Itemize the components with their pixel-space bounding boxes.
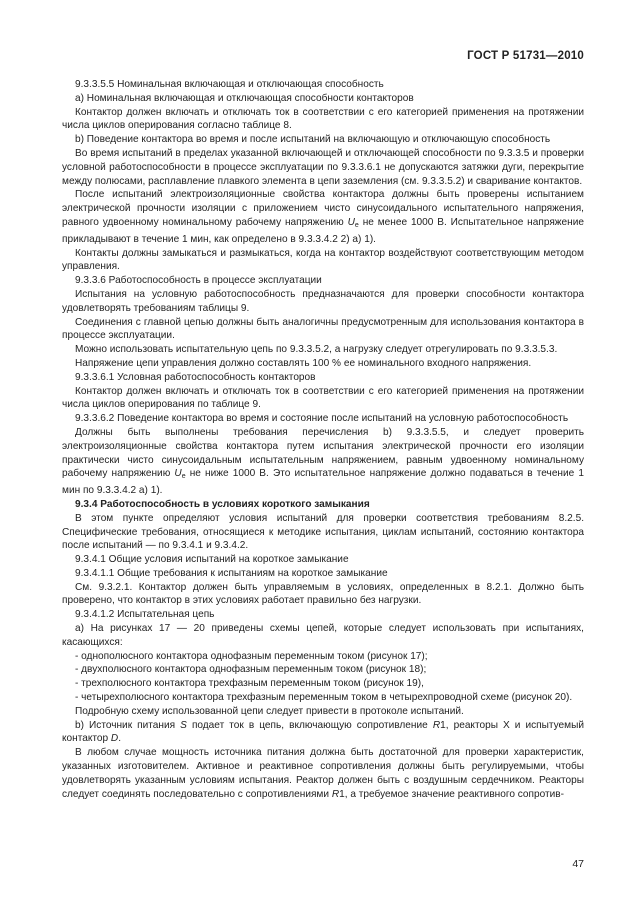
list-item: - трехполюсного контактора трехфазным переменным током (рисунок 19), <box>75 678 424 690</box>
paragraph: Испытания на условную работоспособность предназначаются для проверки способности контактора удовлетворять требованиям таблицы 9. <box>62 288 584 314</box>
standard-code: ГОСТ Р 51731—2010 <box>467 50 584 62</box>
resistance-index: 1 <box>339 788 345 800</box>
paragraph: Подробную схему использованной цепи следует привести в протоколе испытаний. <box>75 705 464 717</box>
resistance-index: 1 <box>440 719 446 731</box>
text-run: В любом случае мощность источника питания должна быть достаточной для проверки характеристик, указанных изготовителем. Активное и реактивное сопротивления должны быть регулируемыми, чтобы удовлетворять указанным условиям испытания. Реактор должен быть с воздушным сердечником. Реакторы следует соединять последовательно с сопротивлениями <box>62 747 584 800</box>
paragraph: а) Номинальная включающая и отключающая способности контакторов <box>75 92 414 104</box>
voltage-subscript: e <box>354 221 359 229</box>
paragraph: Можно использовать испытательную цепь по 9.3.3.5.2, а нагрузку следует отрегулировать по 9.3.3.5.3. <box>75 344 558 356</box>
page-number: 47 <box>572 858 584 870</box>
paragraph <box>62 426 584 498</box>
text-run: не ниже 1000 В. Это испытательное напряжение должно подаваться в течение 1 мин по 9.3.3.4.2 а) 1). <box>62 468 584 497</box>
paragraph: Во время испытаний в пределах указанной включающей и отключающей способности по 9.3.3.5 и проверки условной работоспособности в процессе эксплуатации по 9.3.3.6.1 не допускаются затяжки дуги, перекрытие между полюсами, расплавление плавкого элемента в цепи заземления (см. 9.3.3.5.2) и сваривание контактов. <box>62 147 584 187</box>
voltage-subscript: e <box>181 473 186 481</box>
paragraph: Соединения с главной цепью должны быть аналогичны предусмотренным для использования контактора в процессе эксплуатации. <box>62 316 584 342</box>
section-heading: 9.3.4.1.1 Общие требования к испытаниям на короткое замыкание <box>75 567 388 579</box>
text-run: Должны быть выполнены требования перечисления b) 9.3.3.5.5, и следует проверить электроизоляционные свойства контактора путем испытания электрической прочности его изоляции практически чисто синусоидальным испытательным напряжением, равным удвоенному номинальному рабочему напряжению <box>62 426 584 480</box>
paragraph: b) Поведение контактора во время и после испытаний на включающую и отключающую способность <box>75 134 551 146</box>
list-item: - четырехполюсного контактора трехфазным переменным током в четырехпроводной схеме (рисунок 20). <box>75 692 573 704</box>
paragraph <box>62 746 584 801</box>
paragraph: Напряжение цепи управления должно составлять 100 % ее номинального входного напряжения. <box>75 357 532 369</box>
voltage-symbol: U <box>347 216 355 228</box>
text-run: подает ток в цепь, включающую сопротивление <box>191 719 428 731</box>
paragraph <box>62 188 584 246</box>
paragraph: Контактор должен включать и отключать ток в соответствии с его категорией применения на протяжении числа циклов оперирования согласно таблице 8. <box>62 106 584 132</box>
paragraph: 9.3.3.5.5 Номинальная включающая и отключающая способность <box>75 79 384 90</box>
resistance-symbol: R <box>331 788 340 800</box>
text-run: . <box>118 733 122 745</box>
text-run: , реакторы X и испытуемый контактор <box>62 719 584 745</box>
section-heading-bold: 9.3.4 Работоспособность в условиях короткого замыкания <box>75 498 370 510</box>
text-run: b) Источник питания <box>75 719 176 731</box>
text-run: , а требуемое значение реактивного сопротив- <box>344 788 564 800</box>
section-heading: 9.3.3.6 Работоспособность в процессе эксплуатации <box>75 275 322 287</box>
text-run: не менее 1000 В. Испытательное напряжение прикладывают в течение 1 мин, как определено в 9.3.3.4.2 2) а) 1). <box>62 216 584 245</box>
list-item: - двухполюсного контактора однофазным переменным током (рисунок 18); <box>75 664 427 676</box>
contactor-symbol: D <box>110 733 119 745</box>
section-heading: 9.3.4.1 Общие условия испытаний на короткое замыкание <box>75 554 349 566</box>
paragraph: Контактор должен включать и отключать ток в соответствии с его категорией применения на протяжении числа циклов оперирования по таблице 9. <box>62 385 584 411</box>
paragraph: В этом пункте определяют условия испытаний для проверки соответствия требованиям 8.2.5. Специфические требования, относящиеся к методике испытания, циклам испытаний, состоянию контактора после испытаний — по 9.3.4.1 и 9.3.4.2. <box>62 512 584 552</box>
document-body <box>62 78 584 801</box>
paragraph: а) На рисунках 17 — 20 приведены схемы цепей, которые следует использовать при испытаниях, касающихся: <box>62 623 584 648</box>
paragraph <box>62 719 584 747</box>
section-heading: 9.3.3.6.2 Поведение контактора во время и состояние после испытаний на условную работоспособность <box>75 413 569 425</box>
section-heading: 9.3.4.1.2 Испытательная цепь <box>75 609 215 621</box>
source-symbol: S <box>180 719 187 731</box>
paragraph: См. 9.3.2.1. Контактор должен быть управляемым в условиях, определенных в 8.2.1. Должно быть проверено, что контактор в этих условиях работает правильно без нагрузки. <box>62 581 584 607</box>
section-heading: 9.3.3.6.1 Условная работоспособность контакторов <box>75 371 316 383</box>
resistance-symbol: R <box>432 719 441 731</box>
text-run: После испытаний электроизоляционные свойства контактора должны быть проверены испытанием электрической прочности изоляции с приложением чисто синусоидального испытательного напряжения, равного удвоенному номинальному рабочему напряжению <box>62 189 584 228</box>
list-item: - однополюсного контактора однофазным переменным током (рисунок 17); <box>75 650 428 662</box>
voltage-symbol: U <box>174 468 182 480</box>
paragraph: Контакты должны замыкаться и размыкаться, когда на контактор воздействуют соответствующим методом управления. <box>62 247 584 273</box>
